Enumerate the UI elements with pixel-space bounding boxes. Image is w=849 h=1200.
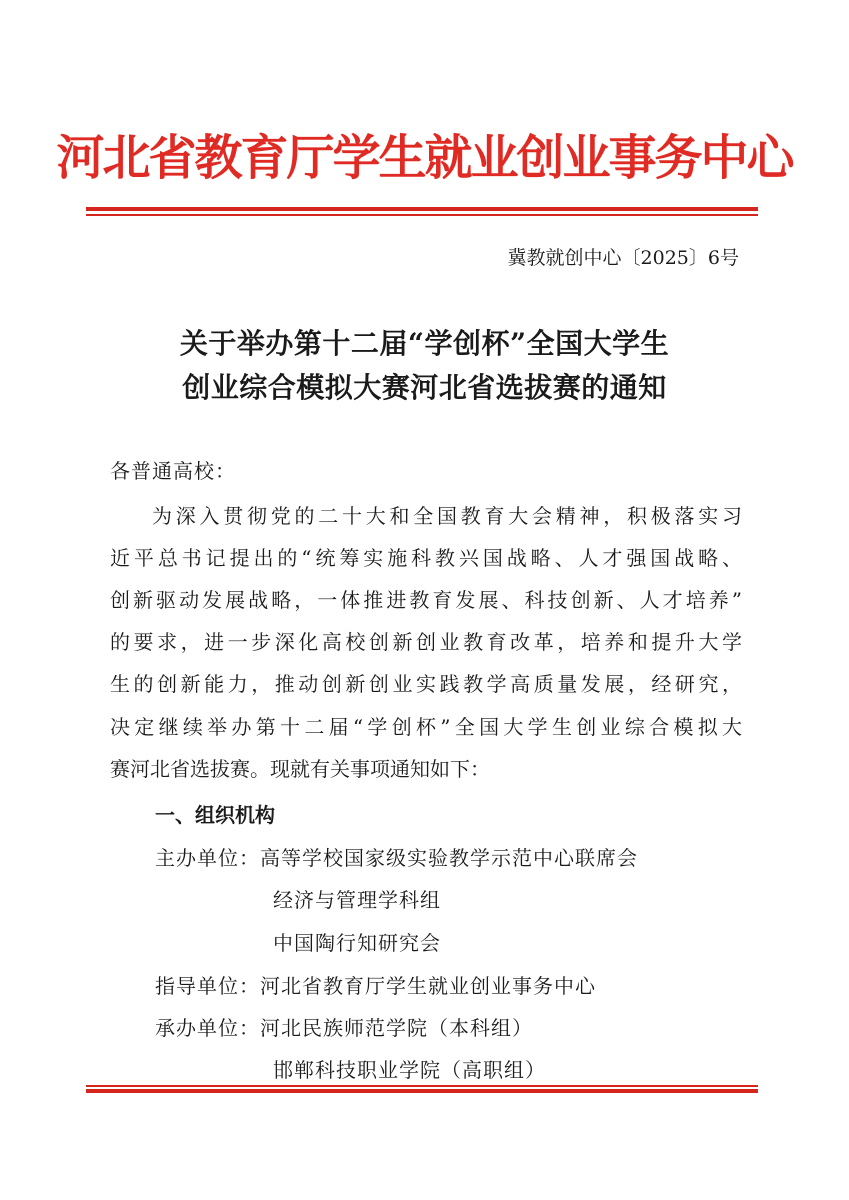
body-line: 决定继续举办第十二届“学创杯”全国大学生创业综合模拟大 bbox=[110, 715, 742, 739]
footer-rule-thick bbox=[86, 1089, 758, 1093]
notice-title-line-2: 创业综合模拟大赛河北省选拔赛的通知 bbox=[182, 371, 667, 404]
host-units-continuation: 经济与管理学科组 bbox=[273, 888, 441, 912]
host-units-line: 主办单位：高等学校国家级实验教学示范中心联席会 bbox=[155, 846, 638, 870]
host-units-continuation: 中国陶行知研究会 bbox=[273, 931, 441, 955]
letterhead-rule-thin bbox=[86, 214, 758, 216]
letterhead-title: 河北省教育厅学生就业创业事务中心 bbox=[56, 130, 793, 186]
section-heading-organization: 一、组织机构 bbox=[155, 803, 275, 827]
salutation: 各普通高校： bbox=[110, 459, 236, 483]
letterhead-rule-thick bbox=[86, 207, 758, 211]
body-line: 赛河北省选拔赛。现就有关事项通知如下： bbox=[110, 757, 490, 781]
body-line: 近平总书记提出的“统筹实施科教兴国战略、人才强国战略、 bbox=[110, 546, 742, 570]
body-line: 创新驱动发展战略，一体推进教育发展、科技创新、人才培养” bbox=[110, 588, 742, 612]
body-line: 为深入贯彻党的二十大和全国教育大会精神，积极落实习 bbox=[152, 504, 742, 528]
guiding-unit-line: 指导单位：河北省教育厅学生就业创业事务中心 bbox=[155, 974, 596, 998]
organizer-units-line: 承办单位：河北民族师范学院（本科组） bbox=[155, 1016, 533, 1040]
body-line: 生的创新能力，推动创新创业实践教学高质量发展，经研究， bbox=[110, 672, 742, 696]
notice-title-line-1: 关于举办第十二届“学创杯”全国大学生 bbox=[179, 327, 670, 360]
document-number: 冀教就创中心〔2025〕6号 bbox=[507, 247, 739, 269]
footer-rule-thin bbox=[86, 1085, 758, 1087]
body-line: 的要求，进一步深化高校创新创业教育改革，培养和提升大学 bbox=[110, 630, 742, 654]
organizer-units-continuation: 邯郸科技职业学院（高职组） bbox=[273, 1058, 546, 1082]
